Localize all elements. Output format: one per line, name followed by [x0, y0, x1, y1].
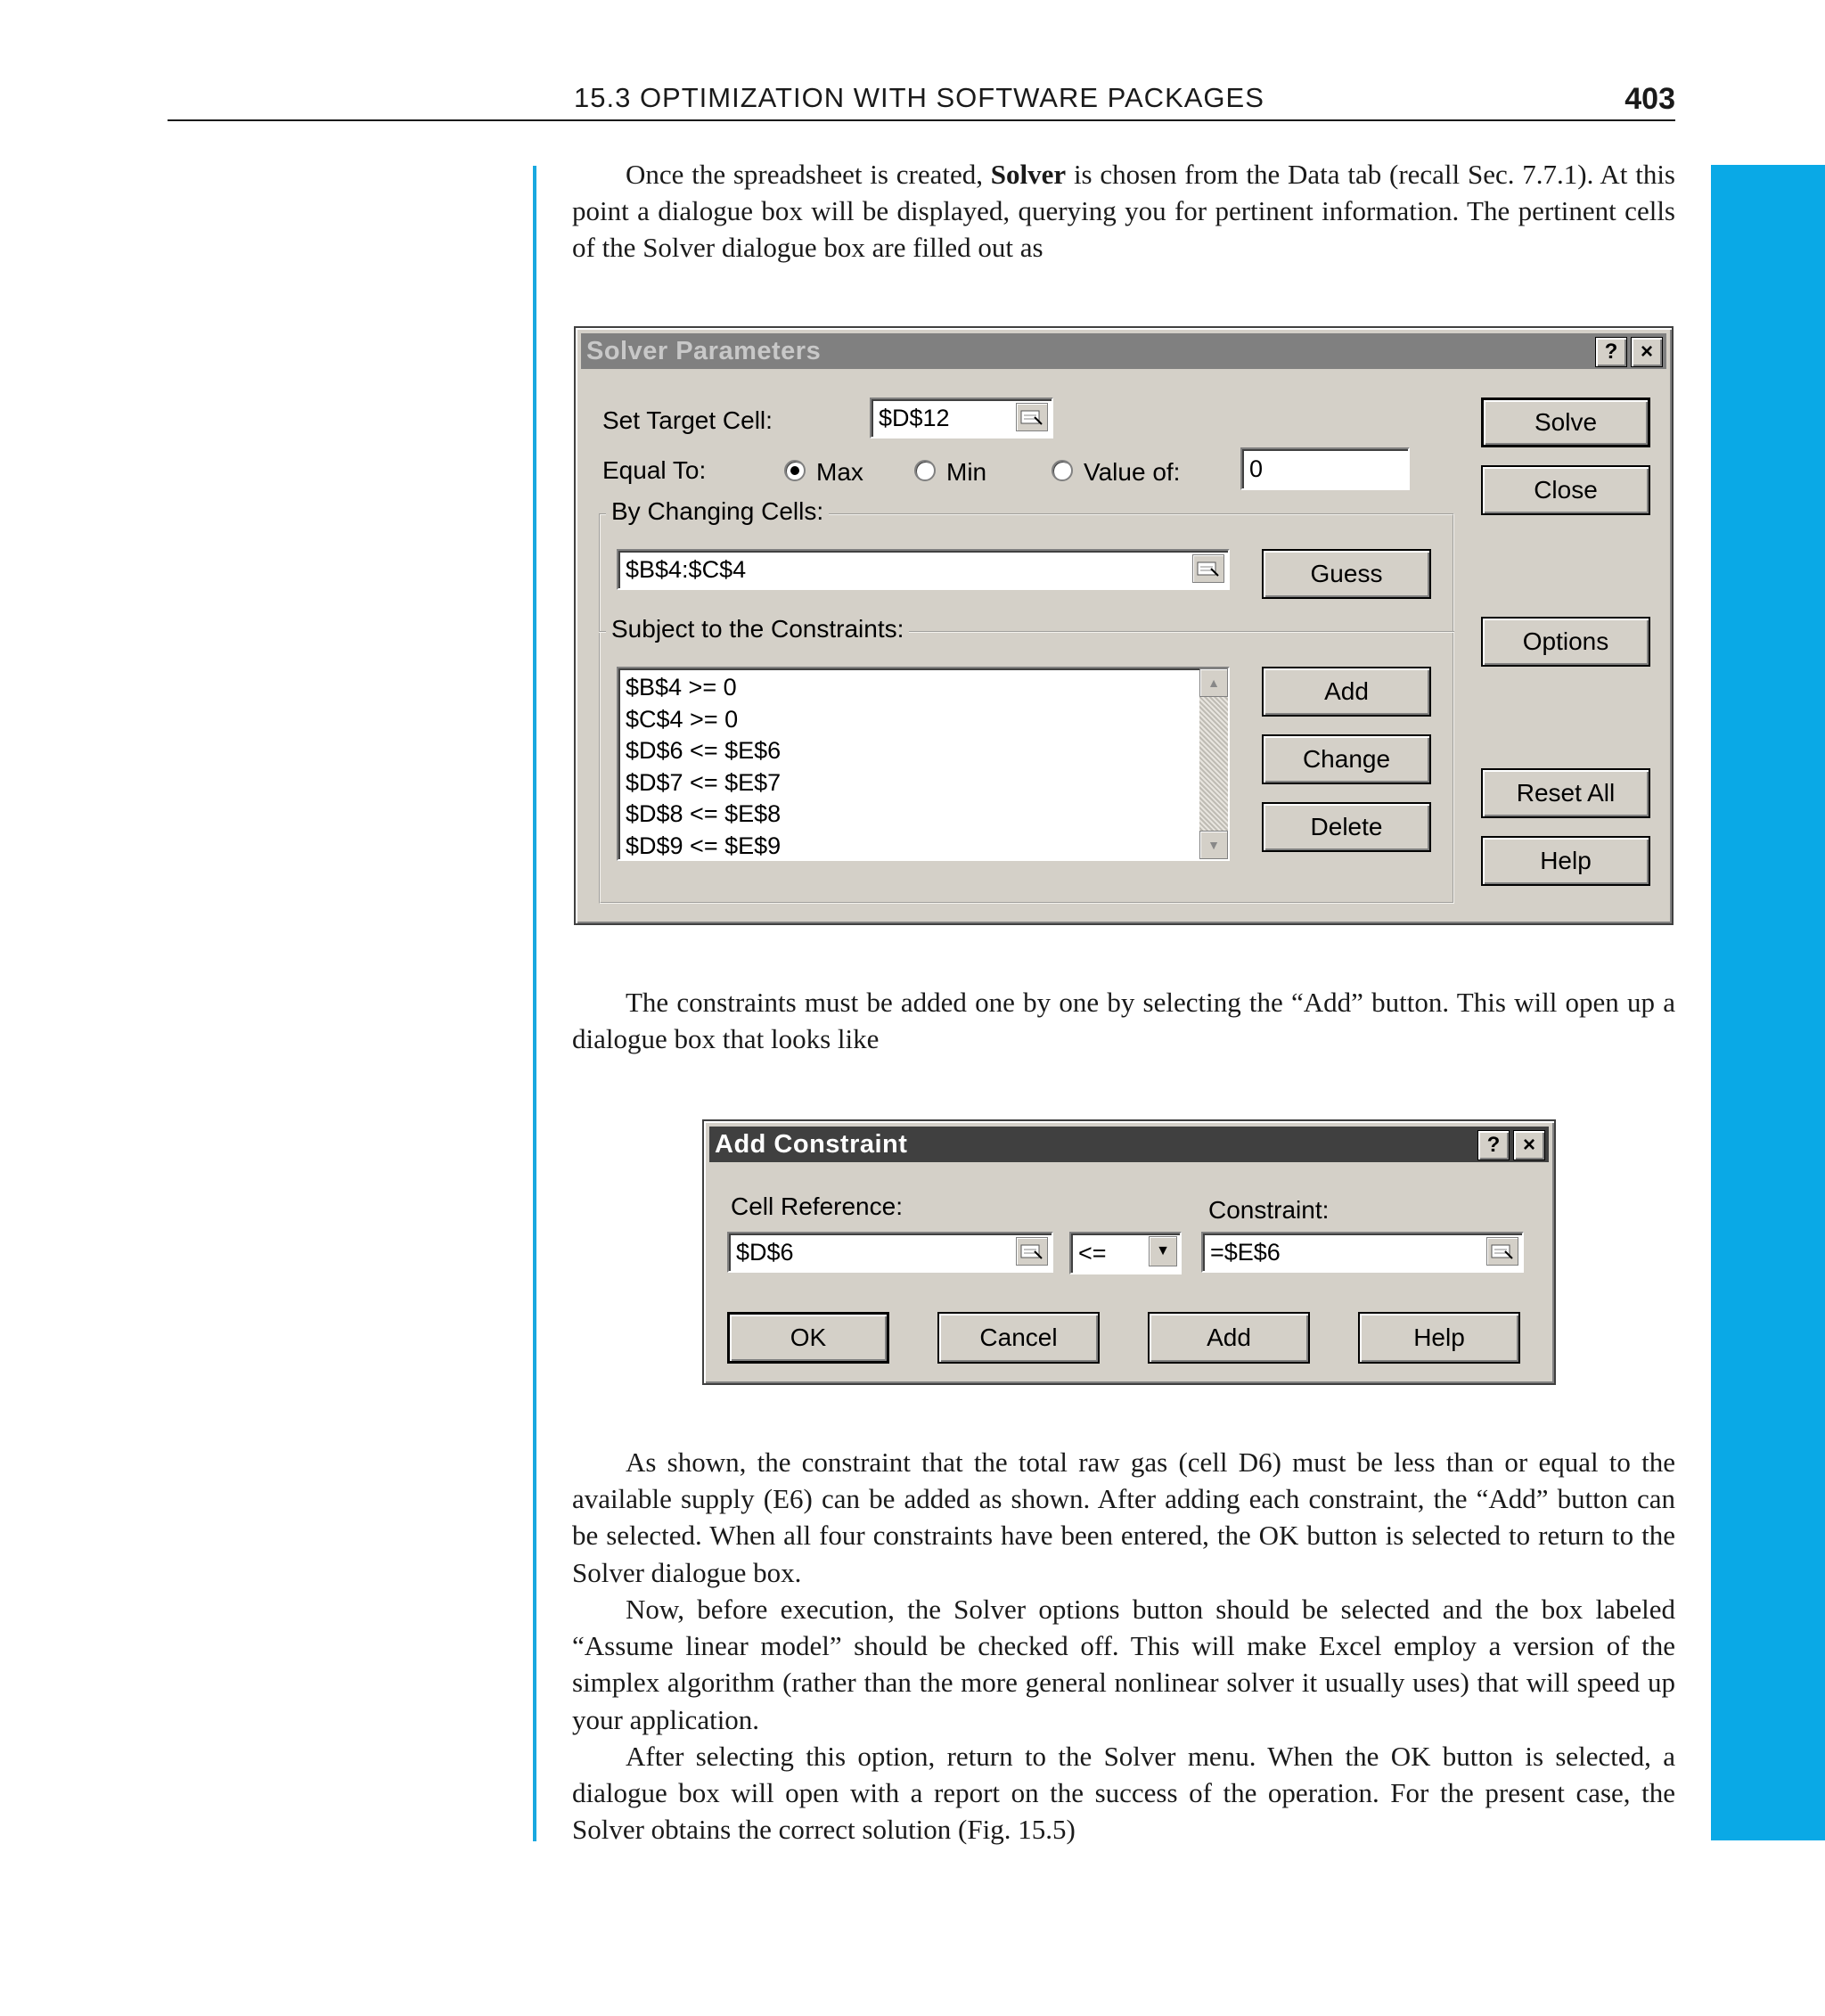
scroll-up-icon[interactable]: ▲: [1199, 668, 1228, 697]
cell-reference-label: Cell Reference:: [731, 1192, 903, 1220]
help-button[interactable]: [1481, 836, 1650, 886]
ok-button[interactable]: [727, 1312, 889, 1364]
value-of-value: 0: [1249, 455, 1264, 482]
radio-max-label: Max: [816, 458, 863, 486]
paragraph-intro: [572, 156, 1675, 266]
p2-text: The constraints must be added one by one by selecting the “Add” button. This will open up a dialogue box that looks like: [572, 987, 1675, 1055]
list-item[interactable]: $D$9 <= $E$9: [626, 832, 782, 859]
close-button-label: Close: [1534, 476, 1598, 504]
p4-text: Now, before execution, the Solver options button should be selected and the box labeled “Assume linear model” should be checked off. This will make Excel employ a version of the simplex algorithm (rather than the more general nonlinear solver it usually uses) that will speed up your application.: [572, 1594, 1675, 1735]
help-button[interactable]: [1358, 1312, 1520, 1364]
cancel-button[interactable]: [937, 1312, 1100, 1364]
constraint-value: =$E$6: [1210, 1238, 1281, 1266]
list-item[interactable]: $D$7 <= $E$7: [626, 768, 782, 796]
value-of-field[interactable]: [1240, 447, 1410, 490]
solver-parameters-dialog: [574, 326, 1674, 925]
paragraph-constraint-explanation: [572, 1444, 1675, 1591]
help-title-button[interactable]: [1477, 1130, 1510, 1160]
question-icon: ?: [1604, 340, 1618, 364]
radio-selected-dot: [790, 466, 799, 475]
collapse-dialog-icon[interactable]: [1192, 554, 1224, 583]
p1-text-after: is chosen from the Data tab (recall Sec. 7.7.1). At this point a dialogue box will be displayed, querying you for pertinent information. The pertinent cells of the Solver dialogue box are filled out as: [572, 159, 1675, 264]
list-item[interactable]: $C$4 >= 0: [626, 705, 739, 733]
constraints-list: [626, 672, 781, 861]
add-constraint-dialog: [702, 1119, 1556, 1385]
radio-value-of[interactable]: [1052, 460, 1073, 481]
list-item[interactable]: $D$8 <= $E$8: [626, 800, 782, 827]
chevron-down-icon[interactable]: ▼: [1149, 1236, 1177, 1266]
paragraph-add-constraints: [572, 984, 1675, 1057]
question-icon: ?: [1486, 1133, 1501, 1157]
changing-cells-field[interactable]: [617, 549, 1230, 590]
ok-button-label: OK: [790, 1324, 827, 1351]
add-button-label: Add: [1324, 677, 1369, 705]
constraint-field[interactable]: [1201, 1232, 1524, 1273]
collapse-dialog-icon[interactable]: [1486, 1237, 1518, 1266]
p1-bold-solver: Solver: [990, 159, 1067, 190]
changing-cells-label: By Changing Cells:: [606, 497, 829, 526]
collapse-dialog-icon[interactable]: [1016, 1237, 1048, 1266]
constraints-listbox[interactable]: [617, 667, 1230, 861]
delete-button-label: Delete: [1310, 813, 1383, 840]
constraint-label: Constraint:: [1208, 1196, 1330, 1224]
thumb-tab: [1711, 165, 1825, 1840]
cancel-button-label: Cancel: [979, 1324, 1058, 1351]
equal-to-label: Equal To:: [602, 456, 707, 484]
radio-min[interactable]: [914, 460, 936, 481]
target-cell-field[interactable]: [870, 397, 1053, 438]
guess-button[interactable]: [1262, 549, 1431, 599]
solver-titlebar: [581, 333, 1666, 369]
close-icon: ×: [1640, 340, 1653, 364]
cell-reference-field[interactable]: [727, 1232, 1053, 1273]
scroll-down-icon[interactable]: ▼: [1199, 831, 1228, 859]
add-button-label: Add: [1207, 1324, 1251, 1351]
close-button[interactable]: [1481, 465, 1650, 515]
reset-all-button-label: Reset All: [1516, 779, 1616, 807]
solve-button-label: Solve: [1534, 408, 1598, 436]
page-number: 403: [1624, 82, 1675, 116]
operator-value: <=: [1078, 1239, 1107, 1266]
p5-text: After selecting this option, return to the Solver menu. When the OK button is selected, a dialogue box will open with a report on the success of the operation. For the present case, the Solver obtains the correct solution (Fig. 15.5): [572, 1741, 1675, 1846]
solver-title: Solver Parameters: [586, 336, 822, 365]
options-button[interactable]: [1481, 617, 1650, 667]
help-button-label: Help: [1540, 847, 1592, 874]
operator-select[interactable]: [1069, 1232, 1182, 1274]
margin-rule: [533, 166, 536, 1841]
change-button-label: Change: [1302, 745, 1391, 773]
list-item[interactable]: $B$4 >= 0: [626, 674, 737, 701]
section-title: 15.3 OPTIMIZATION WITH SOFTWARE PACKAGES: [574, 82, 1264, 113]
radio-value-of-label: Value of:: [1084, 458, 1181, 486]
change-button[interactable]: [1262, 734, 1431, 784]
add-button[interactable]: [1148, 1312, 1310, 1364]
close-icon: ×: [1522, 1133, 1535, 1157]
set-target-cell-label: Set Target Cell:: [602, 406, 773, 434]
paragraph-options: [572, 1591, 1675, 1738]
running-head: [168, 77, 1675, 121]
constraints-scrollbar[interactable]: [1199, 668, 1228, 859]
add-constraint-titlebar: [709, 1127, 1549, 1162]
close-title-button[interactable]: [1513, 1130, 1545, 1160]
radio-max[interactable]: [784, 460, 806, 481]
p1-text-before: Once the spreadsheet is created,: [626, 159, 991, 190]
close-title-button[interactable]: [1631, 337, 1663, 367]
target-cell-value: $D$12: [879, 404, 950, 431]
solve-button[interactable]: [1481, 397, 1650, 447]
reset-all-button[interactable]: [1481, 768, 1650, 818]
guess-button-label: Guess: [1310, 560, 1383, 587]
options-button-label: Options: [1522, 627, 1609, 655]
delete-button[interactable]: [1262, 802, 1431, 852]
cell-reference-value: $D$6: [736, 1238, 794, 1266]
list-item[interactable]: $D$6 <= $E$6: [626, 737, 782, 764]
add-constraint-title: Add Constraint: [715, 1129, 908, 1159]
radio-min-label: Min: [946, 458, 987, 486]
help-title-button[interactable]: [1595, 337, 1627, 367]
add-button[interactable]: [1262, 667, 1431, 717]
help-button-label: Help: [1413, 1324, 1465, 1351]
paragraph-result: [572, 1738, 1675, 1848]
changing-cells-value: $B$4:$C$4: [626, 555, 747, 583]
collapse-dialog-icon[interactable]: [1016, 403, 1048, 431]
p3-text: As shown, the constraint that the total raw gas (cell D6) must be less than or equal to the available supply (E6) can be added as shown. After adding each constraint, the “Add” button can be selected. When all four constraints have been entered, the OK button is selected to return to the Solver dialogue box.: [572, 1446, 1675, 1588]
constraints-label: Subject to the Constraints:: [606, 615, 909, 643]
